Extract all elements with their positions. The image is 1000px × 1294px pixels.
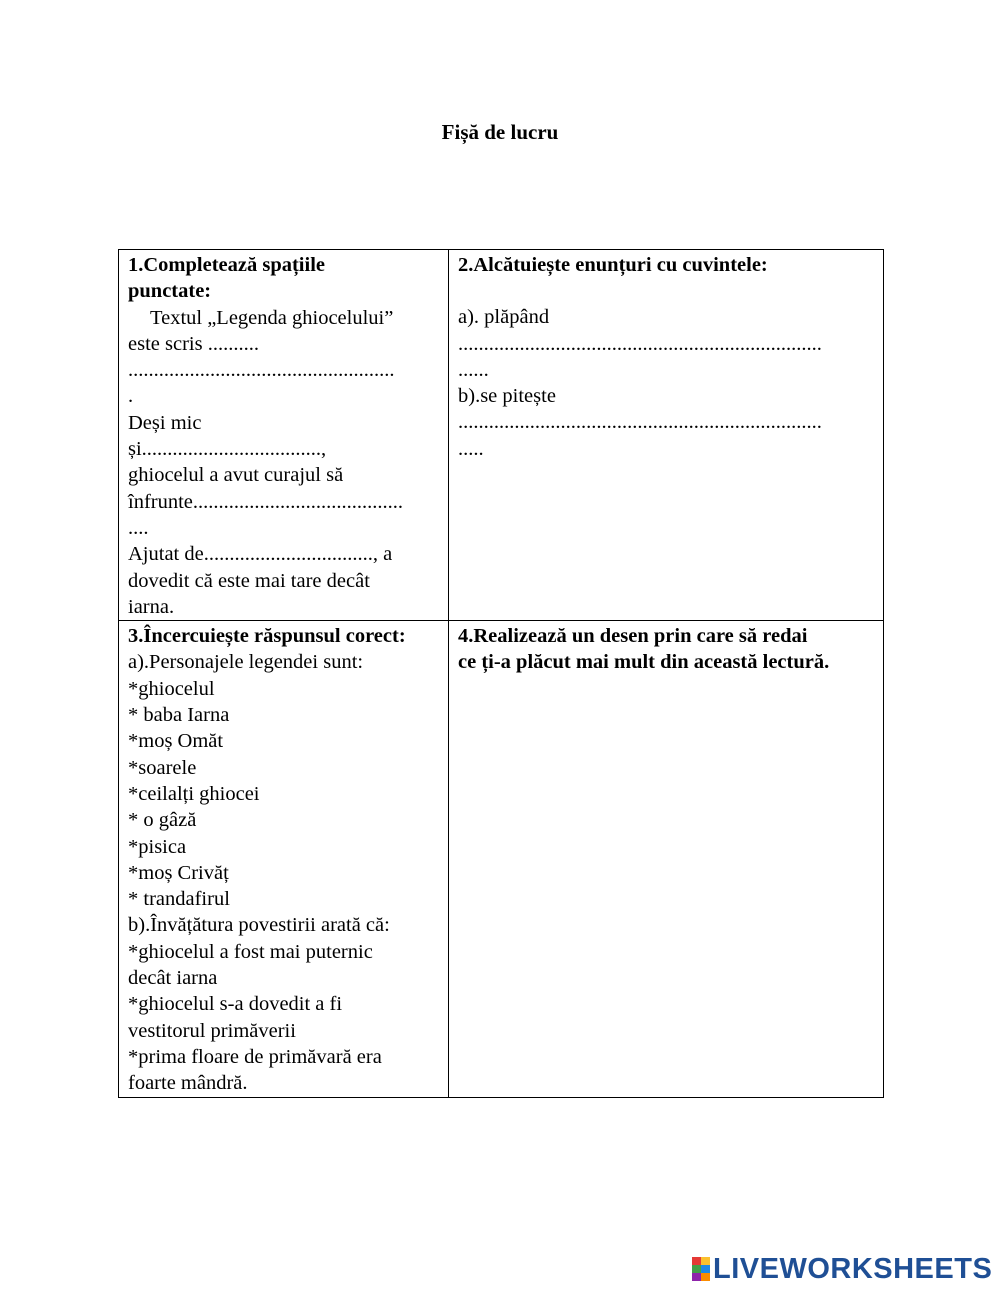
answer-option: decât iarna (128, 967, 218, 990)
worksheet-table (118, 249, 884, 1098)
exercise-1-heading: punctate: (128, 280, 212, 303)
exercise-2-line: b).se pitește (458, 385, 556, 408)
exercise-2-heading: 2.Alcătuiește enunțuri cu cuvintele: (458, 254, 768, 276)
exercise-3-heading: 3.Încercuiește răspunsul corect: (128, 625, 406, 648)
answer-option: *ghiocelul s-a dovedit a fi (128, 993, 343, 1016)
exercise-1-line: Deși mic (128, 411, 202, 434)
blank-line (458, 278, 875, 304)
exercise-1-line: Ajutat de................................., a (128, 543, 393, 566)
table-row (119, 621, 884, 1097)
exercise-1-line: ghiocelul a avut curajul să (128, 464, 344, 487)
exercise-1-line: .................................................... (128, 359, 395, 382)
answer-option: *ghiocelul (128, 677, 215, 700)
exercise-4-heading: 4.Realizează un desen prin care să redai (458, 625, 808, 648)
liveworksheets-logo (692, 1254, 992, 1284)
exercise-1-line: Textul „Legenda ghiocelului” (150, 306, 394, 329)
exercise-1-line: este scris .......... (128, 332, 259, 355)
exercise-1-line: înfrunte......................................... (128, 490, 404, 513)
answer-option: *ghiocelul a fost mai puternic (128, 940, 373, 963)
answer-option: vestitorul primăverii (128, 1019, 296, 1042)
exercise-2-line: ....................................................................... (458, 411, 822, 434)
exercise-4-cell (449, 621, 884, 1097)
answer-option: * o gâză (128, 809, 197, 832)
answer-option: *ceilalți ghiocei (128, 782, 260, 805)
answer-option: *moș Crivăț (128, 861, 229, 884)
logo-text: LIVEWORKSHEETS (713, 1253, 993, 1285)
answer-option: *moș Omăt (128, 730, 224, 753)
exercise-3-cell (119, 621, 449, 1097)
answer-option: *prima floare de primăvară era (128, 1045, 382, 1068)
exercise-1-heading: 1.Completează spațiile (128, 254, 325, 276)
table-row (119, 250, 884, 621)
exercise-2-cell (449, 250, 884, 621)
exercise-2-line: ....................................................................... (458, 332, 822, 355)
exercise-2-line: a). plăpând (458, 306, 550, 329)
exercise-3-line: b).Învățătura povestirii arată că: (128, 914, 390, 937)
exercise-1-line: iarna. (128, 595, 175, 618)
answer-option: *soarele (128, 756, 197, 779)
liveworksheets-logo-icon (692, 1257, 710, 1281)
exercise-2-line: ..... (458, 437, 484, 460)
exercise-1-line: și..................................., (128, 438, 327, 461)
exercise-1-line: dovedit că este mai tare decât (128, 569, 370, 592)
exercise-1-line: .... (128, 516, 149, 539)
answer-option: * baba Iarna (128, 704, 230, 727)
exercise-4-heading: ce ți-a plăcut mai mult din această lectură. (458, 651, 830, 674)
answer-option: * trandafirul (128, 888, 230, 911)
page-title: Fișă de lucru (441, 120, 559, 144)
exercise-1-line: . (128, 385, 134, 408)
answer-option: foarte mândră. (128, 1072, 248, 1095)
answer-option: *pisica (128, 835, 187, 858)
exercise-2-line: ...... (458, 358, 489, 381)
exercise-1-cell (119, 250, 449, 621)
exercise-3-line: a).Personajele legendei sunt: (128, 651, 364, 674)
